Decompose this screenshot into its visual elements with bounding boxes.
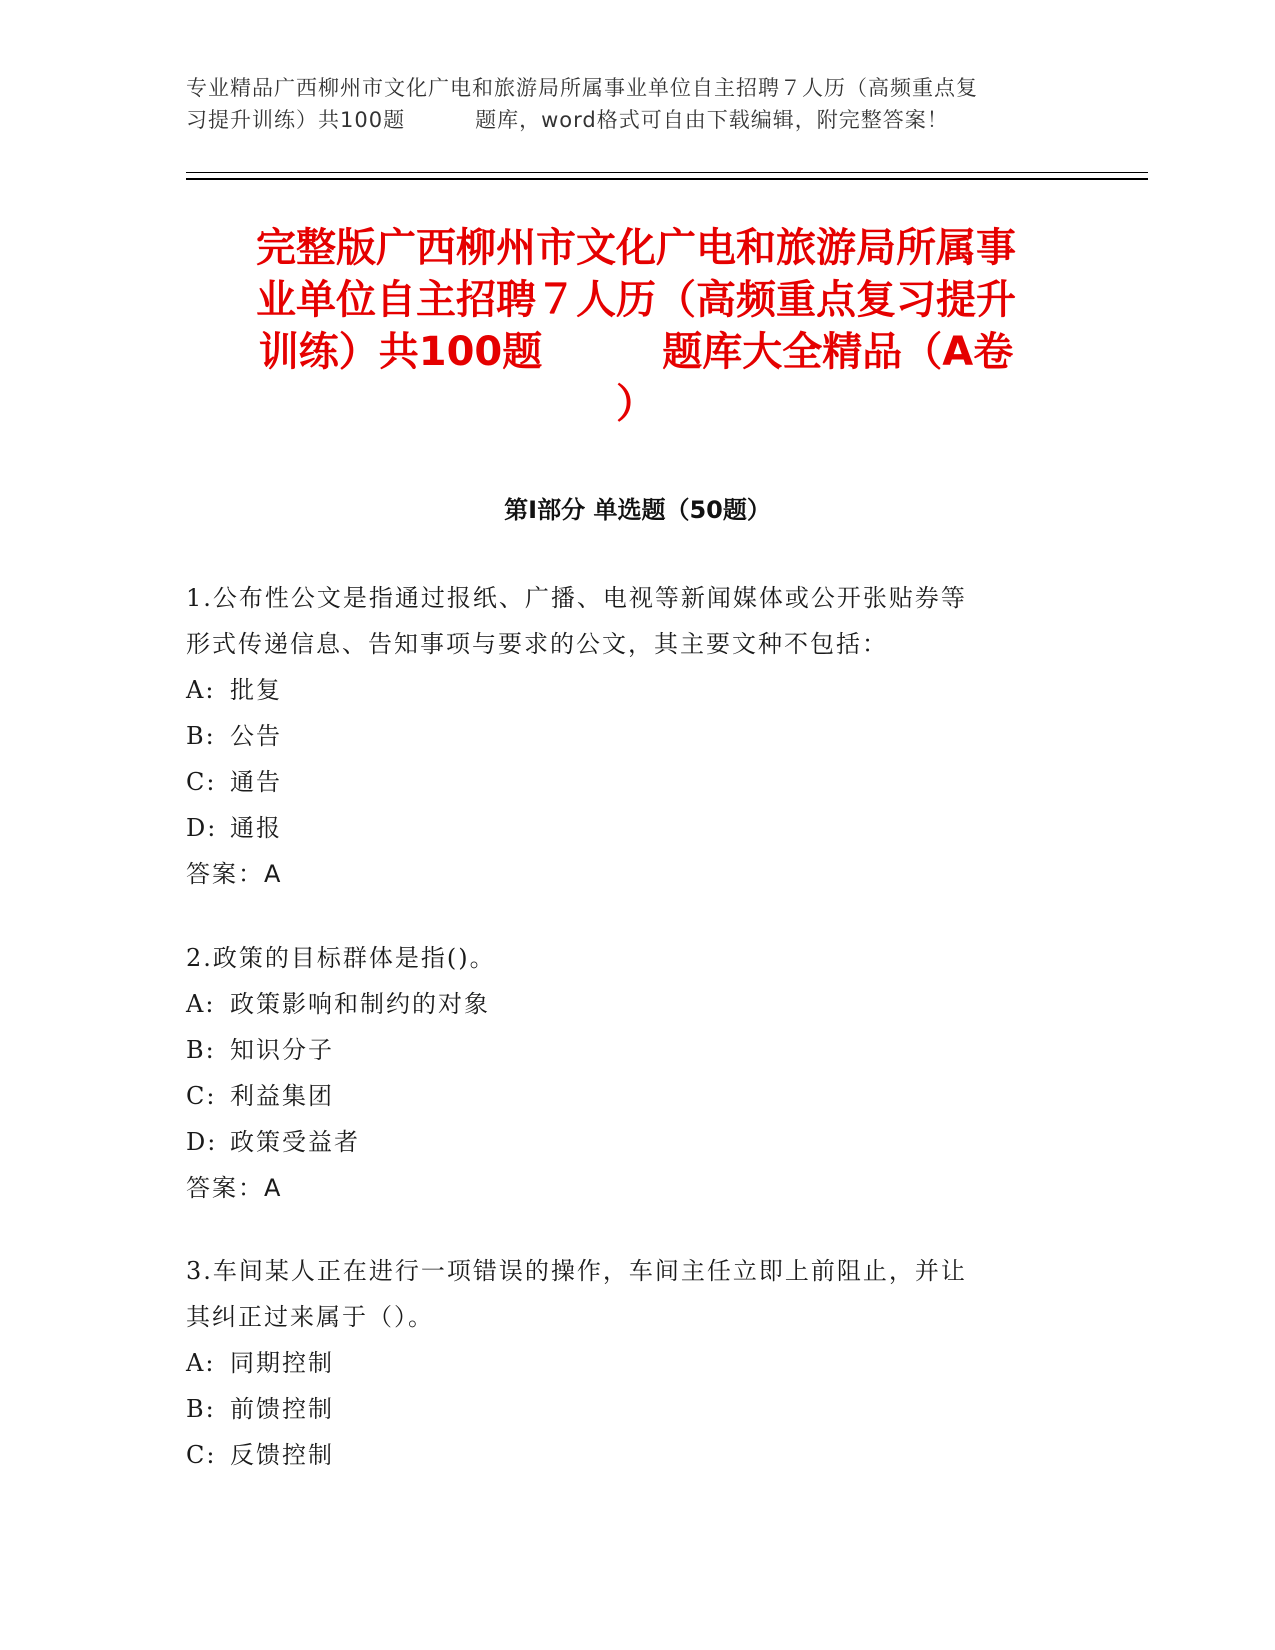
title-line-2: 业单位自主招聘７人历（高频重点复习提升 xyxy=(256,277,1016,323)
header-line-2-part-1: 习提升训练）共100题 xyxy=(186,108,406,132)
option-b xyxy=(186,1027,1066,1073)
option-text: 公告 xyxy=(230,722,282,750)
option-label: C: xyxy=(186,1441,217,1469)
option-d xyxy=(186,1119,1066,1165)
question-stem-line-1: 3.车间某人正在进行一项错误的操作，车间主任立即上前阻止，并让 xyxy=(186,1257,967,1285)
question-stem-line-2: 形式传递信息、告知事项与要求的公文，其主要文种不包括： xyxy=(186,630,888,658)
option-text: 通告 xyxy=(230,768,282,796)
option-text: 前馈控制 xyxy=(230,1395,334,1423)
question-stem-line-1: 1.公布性公文是指通过报纸、广播、电视等新闻媒体或公开张贴券等 xyxy=(186,584,967,612)
option-label: D: xyxy=(186,814,218,842)
option-b xyxy=(186,713,1066,759)
option-text: 知识分子 xyxy=(230,1036,334,1064)
option-label: A: xyxy=(186,1349,216,1377)
option-label: C: xyxy=(186,1082,217,1110)
option-label: C: xyxy=(186,768,217,796)
option-label: B: xyxy=(186,1036,216,1064)
question-1 xyxy=(186,575,1066,897)
option-a xyxy=(186,981,1066,1027)
option-text: 反馈控制 xyxy=(230,1441,334,1469)
option-text: 政策影响和制约的对象 xyxy=(230,990,490,1018)
option-label: B: xyxy=(186,722,216,750)
option-label: B: xyxy=(186,1395,216,1423)
header-line-2-part-2: 题库，word格式可自由下载编辑，附完整答案！ xyxy=(475,108,949,132)
option-c xyxy=(186,1073,1066,1119)
option-c xyxy=(186,1432,1066,1478)
section-title: 第Ⅰ部分 单选题（50题） xyxy=(504,496,771,524)
answer: 答案：A xyxy=(186,1174,283,1202)
option-text: 批复 xyxy=(230,676,282,704)
document-title xyxy=(186,222,1086,430)
header-line-2 xyxy=(186,104,1086,136)
question-2 xyxy=(186,935,1066,1211)
option-text: 通报 xyxy=(230,814,282,842)
option-c xyxy=(186,759,1066,805)
title-line-1: 完整版广西柳州市文化广电和旅游局所属事 xyxy=(256,225,1016,271)
option-text: 政策受益者 xyxy=(230,1128,360,1156)
option-label: D: xyxy=(186,1128,218,1156)
option-b xyxy=(186,1386,1066,1432)
option-d xyxy=(186,805,1066,851)
option-text: 利益集团 xyxy=(230,1082,334,1110)
page-header xyxy=(186,72,1086,136)
option-label: A: xyxy=(186,990,216,1018)
option-text: 同期控制 xyxy=(230,1349,334,1377)
option-a xyxy=(186,1340,1066,1386)
question-stem-line-1: 2.政策的目标群体是指()。 xyxy=(186,944,496,972)
option-label: A: xyxy=(186,676,216,704)
header-line-1: 专业精品广西柳州市文化广电和旅游局所属事业单位自主招聘７人历（高频重点复 xyxy=(186,76,978,100)
header-divider-thick xyxy=(186,178,1148,180)
answer: 答案：A xyxy=(186,860,283,888)
title-line-4: ） xyxy=(616,381,656,427)
header-divider-thin xyxy=(186,172,1148,173)
title-line-3-part-2: 题库大全精品（A卷 xyxy=(662,329,1014,375)
question-3 xyxy=(186,1248,1066,1478)
title-line-3-part-1: 训练）共100题 xyxy=(258,329,543,375)
question-stem-line-2: 其纠正过来属于（）。 xyxy=(186,1303,434,1331)
option-a xyxy=(186,667,1066,713)
title-line-3 xyxy=(186,326,1086,378)
